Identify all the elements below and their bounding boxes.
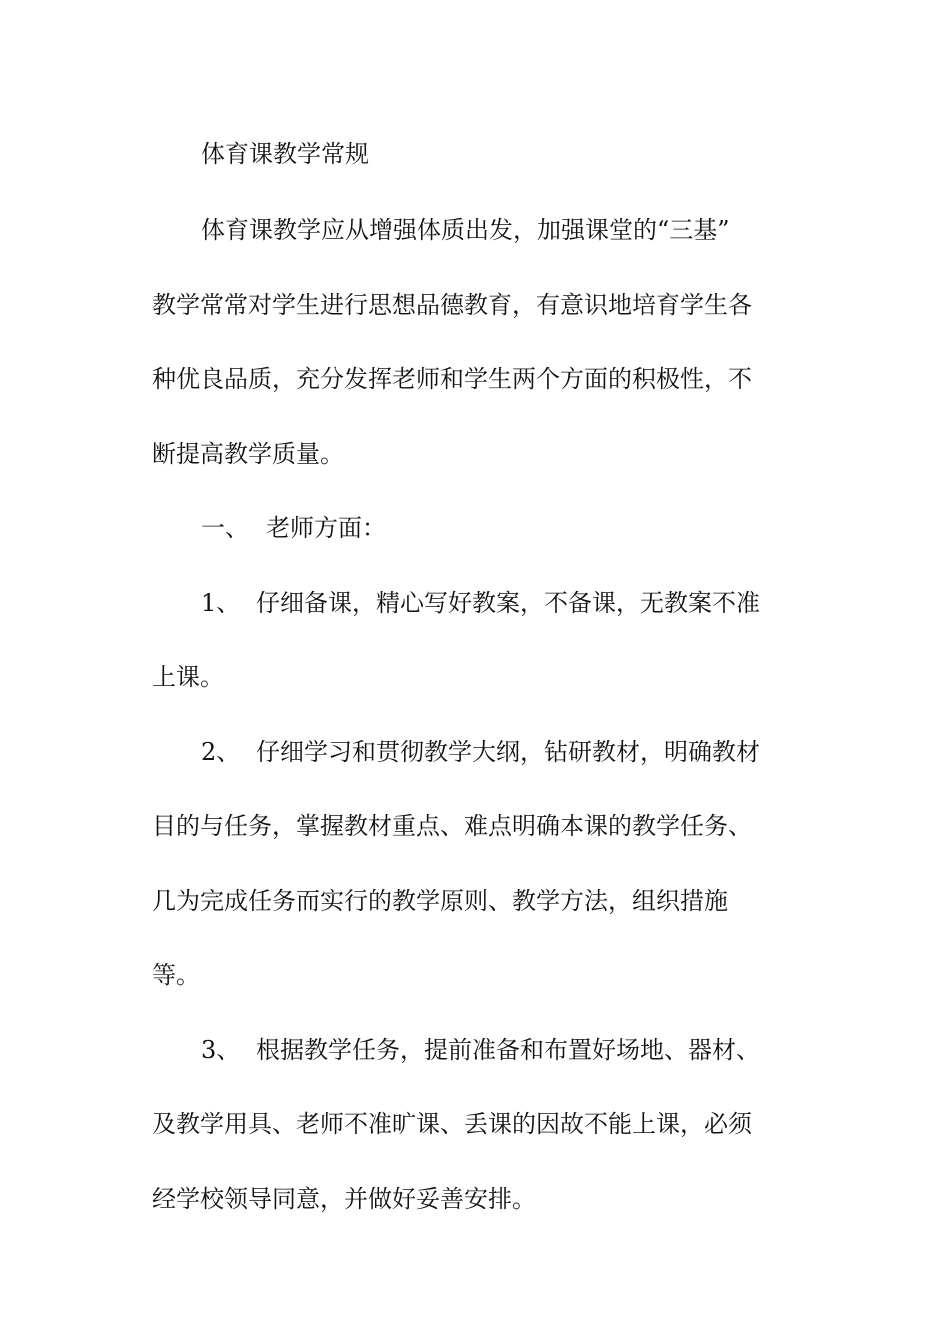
item-2-number: 2、 [201, 737, 241, 766]
item-2-line-4: 等。 [152, 961, 200, 989]
intro-line-3: 种优良品质，充分发挥老师和学生两个方面的积极性，不 [152, 365, 752, 393]
item-3-line-2: 及教学用具、老师不准旷课、丢课的因故不能上课，必须 [152, 1110, 752, 1138]
item-2-line-3: 几为完成任务而实行的教学原则、教学方法，组织措施 [152, 886, 728, 915]
item-1-line-1 [152, 566, 797, 641]
document-title: 体育课教学常规 [201, 140, 369, 168]
item-3-line-1 [152, 1013, 797, 1088]
item-3-text-1: 根据教学任务，提前准备和布置好场地、器材、 [256, 1035, 760, 1064]
item-1-line-2: 上课。 [152, 663, 224, 691]
item-1-number: 1、 [201, 588, 241, 617]
section-number: 一、 [201, 514, 249, 542]
section-label: 老师方面： [266, 514, 386, 542]
item-2-line-2: 目的与任务，掌握教材重点、难点明确本课的教学任务、 [152, 812, 752, 840]
item-1-text-1: 仔细备课，精心写好教案，不备课，无教案不准 [256, 588, 760, 617]
item-3-number: 3、 [201, 1035, 241, 1064]
intro-line-2: 教学常常对学生进行思想品德教育，有意识地培育学生各 [152, 290, 752, 319]
item-3-line-3: 经学校领导同意，并做好妥善安排。 [152, 1184, 536, 1213]
intro-line-1: 体育课教学应从增强体质出发，加强课堂的“三基” [201, 216, 730, 244]
section-heading-teacher [152, 491, 797, 566]
item-2-line-1 [152, 715, 797, 790]
intro-line-4: 断提高教学质量。 [152, 439, 344, 468]
document-body [152, 193, 797, 1236]
item-2-text-1: 仔细学习和贯彻教学大纲，钻研教材，明确教材 [256, 737, 760, 766]
